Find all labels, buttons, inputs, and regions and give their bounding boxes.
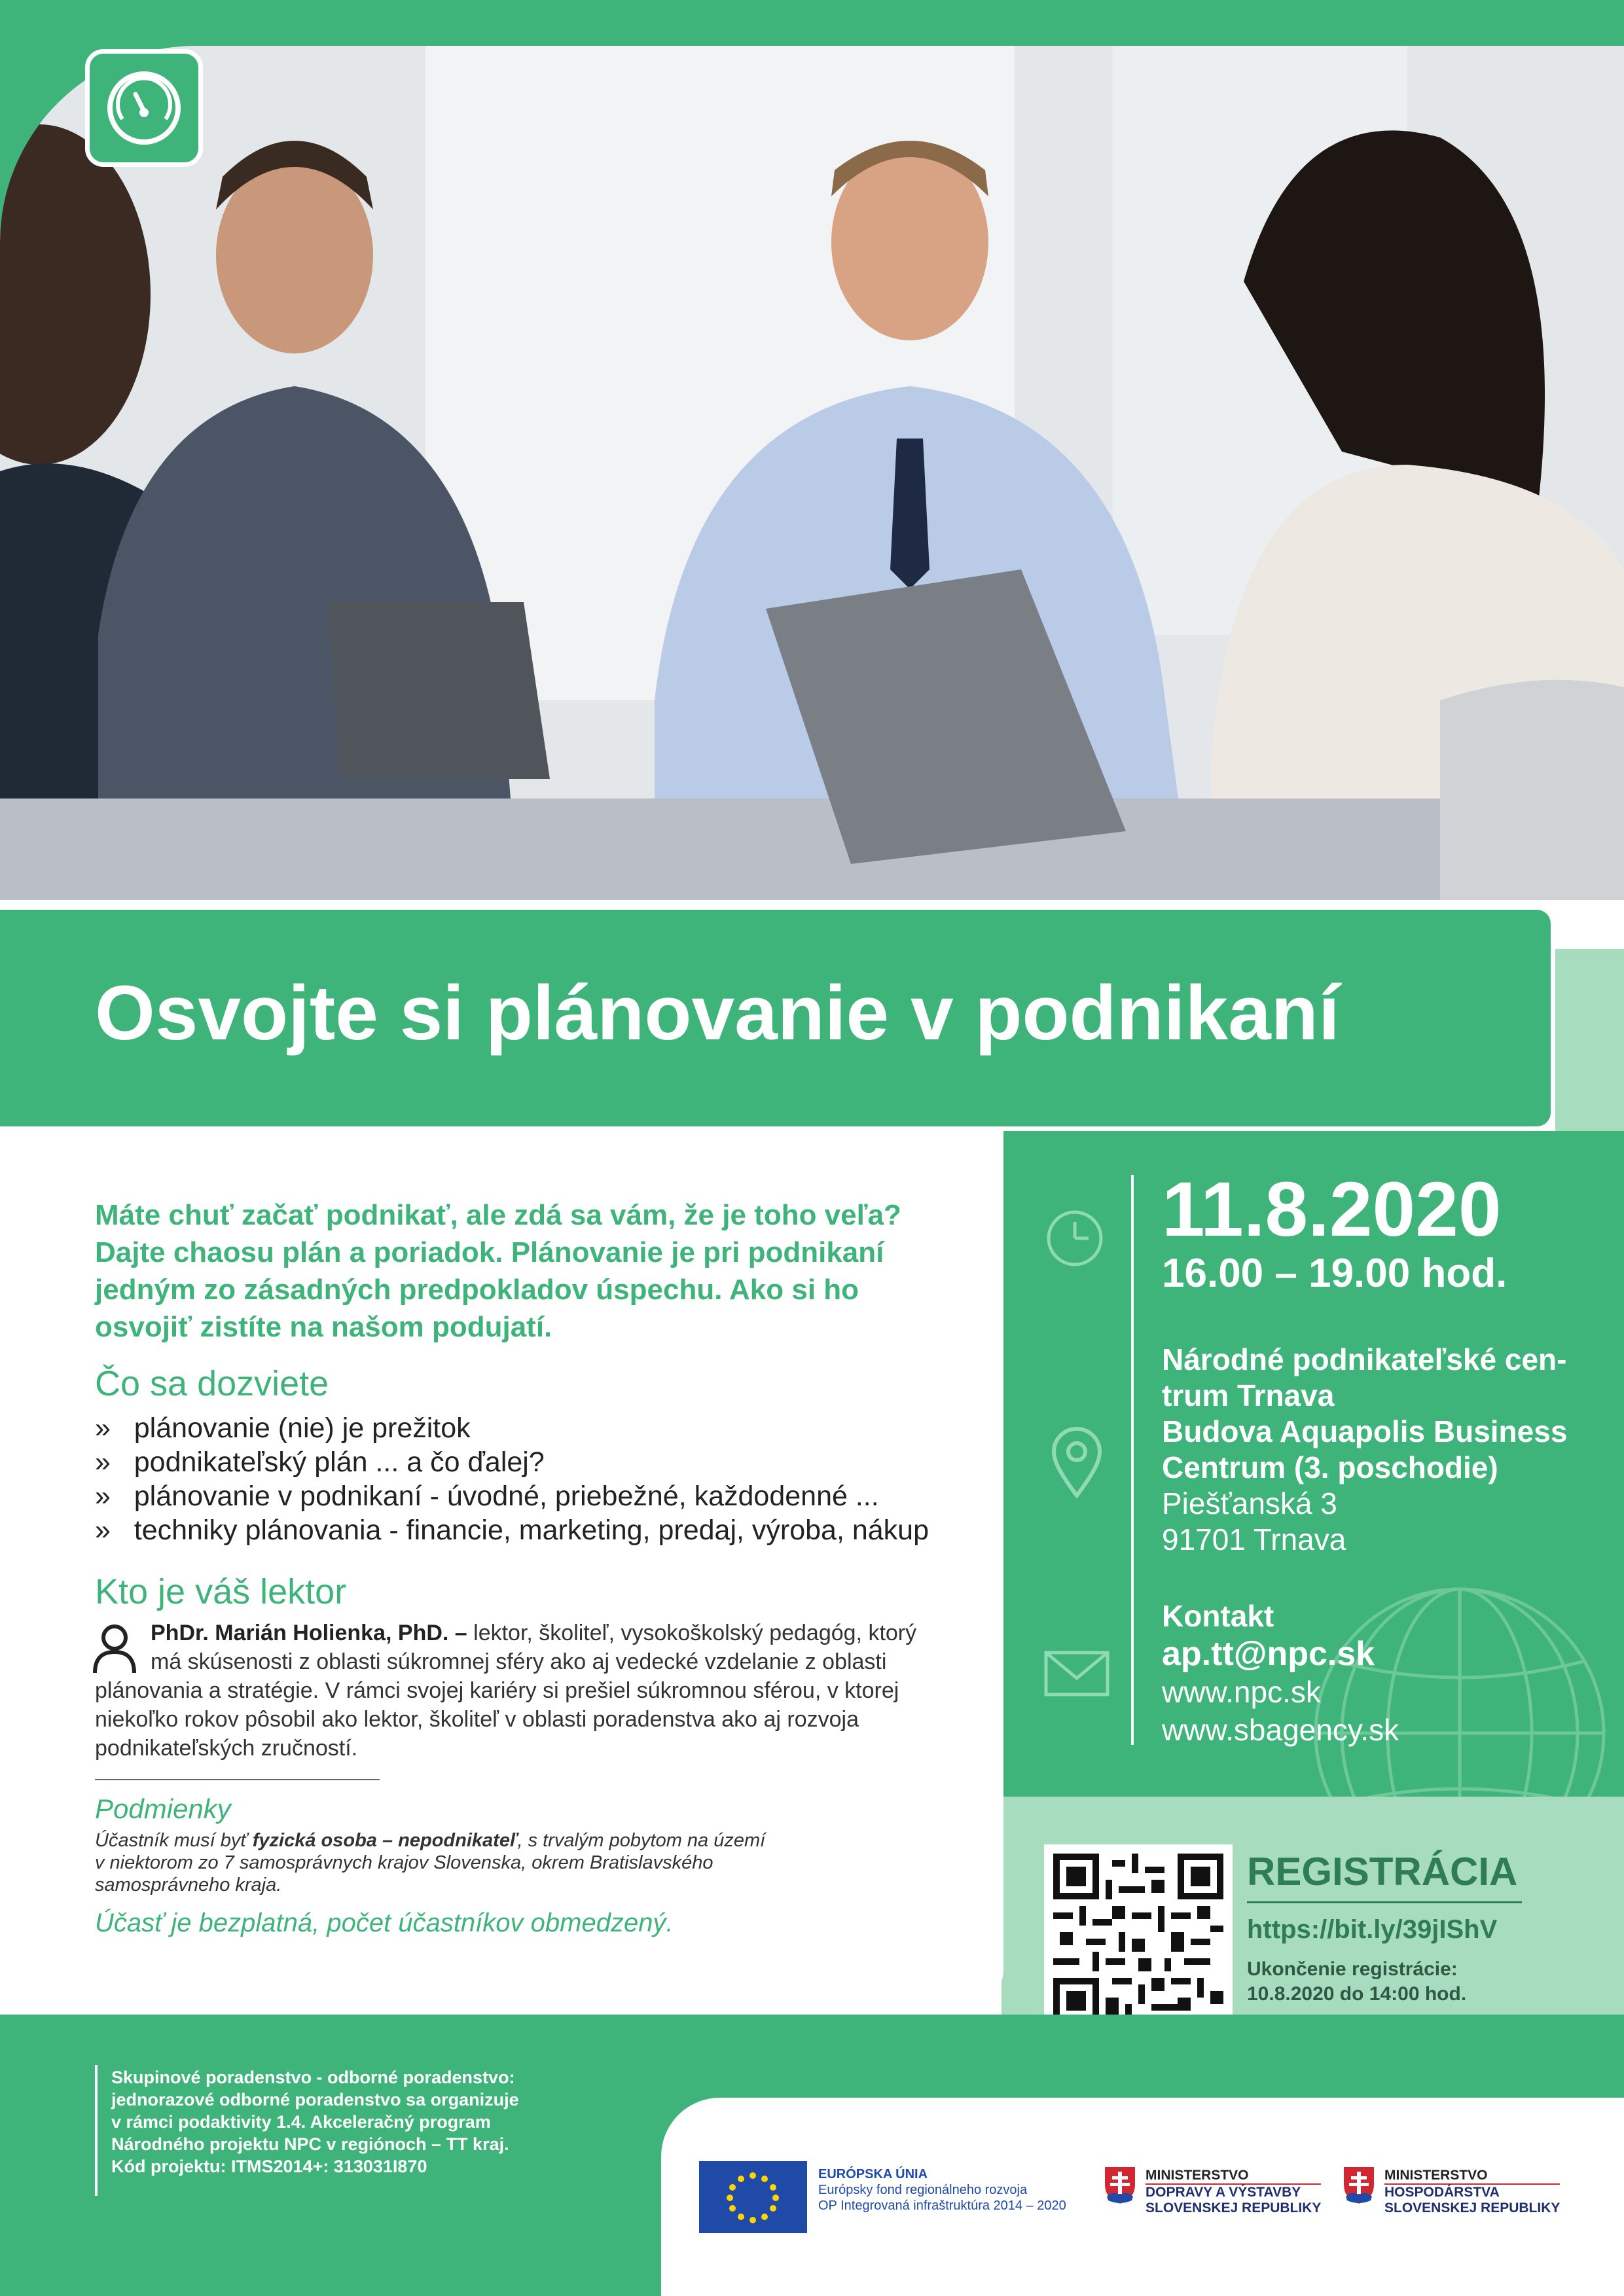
contact-web-npc[interactable]: www.npc.sk bbox=[1162, 1675, 1321, 1709]
footer-project-info bbox=[111, 2066, 519, 2178]
slovak-coat-of-arms-icon bbox=[1103, 2165, 1137, 2206]
venue-line: Budova Aquapolis Business bbox=[1162, 1414, 1568, 1448]
lector-line-2: má skúsenosti z oblasti súkromnej sféry ako aj vedecké vzdelanie z oblasti bbox=[151, 1649, 887, 1674]
clock-icon bbox=[1044, 1208, 1106, 1270]
free-note: Účasť je bezplatná, počet účastníkov obmedzený. bbox=[95, 1909, 674, 1937]
ministry-line: MINISTERSTVO bbox=[1384, 2168, 1488, 2183]
meeting-photo-illustration bbox=[0, 46, 1624, 900]
divider bbox=[1131, 1602, 1134, 1745]
ministry-economy-logo bbox=[1384, 2168, 1560, 2216]
bullet-glyph: » bbox=[95, 1446, 111, 1478]
event-date: 11.8.2020 bbox=[1162, 1166, 1502, 1253]
conditions-line-1 bbox=[95, 1829, 765, 1852]
conditions-line-3: samosprávneho kraja. bbox=[95, 1874, 282, 1895]
list-item bbox=[95, 1445, 929, 1479]
contact-email[interactable]: ap.tt@npc.sk bbox=[1162, 1635, 1375, 1673]
ministry-line: DOPRAVY A VÝSTAVBY bbox=[1146, 2183, 1321, 2200]
lector-bio: lektor, školiteľ, vysokoškolský pedagóg, ktorý bbox=[467, 1621, 917, 1645]
list-item-text: podnikateľský plán ... a čo ďalej? bbox=[134, 1446, 545, 1478]
event-venue bbox=[1162, 1342, 1567, 1558]
venue-street: Piešťanská 3 bbox=[1162, 1486, 1337, 1520]
list-item bbox=[95, 1411, 929, 1445]
eu-logo-text bbox=[818, 2166, 1066, 2214]
registration-deadline-block bbox=[1247, 1957, 1466, 2007]
page-title: Osvojte si plánovanie v podnikaní bbox=[95, 970, 1340, 1056]
list-item bbox=[95, 1513, 929, 1547]
venue-city: 91701 Trnava bbox=[1162, 1522, 1346, 1556]
bullet-glyph: » bbox=[95, 1412, 111, 1444]
conditions-line-2: v niektorom zo 7 samosprávnych krajov Slovenska, okrem Bratislavského bbox=[95, 1852, 713, 1873]
eu-line: OP Integrovaná infraštruktúra 2014 – 2020 bbox=[818, 2198, 1066, 2213]
lector-line-5: podnikateľských zručností. bbox=[95, 1736, 358, 1761]
footer-line: Národného projektu NPC v regiónoch – TT kraj. bbox=[111, 2134, 509, 2154]
registration-underline bbox=[1247, 1901, 1522, 1903]
hero-photo bbox=[0, 46, 1624, 900]
deadline-value: 10.8.2020 do 14:00 hod. bbox=[1247, 1983, 1467, 2005]
conditions-text: Účastník musí byť bbox=[95, 1830, 253, 1851]
footer-divider bbox=[95, 2065, 98, 2196]
contact-block bbox=[1162, 1597, 1399, 1749]
lector-name: PhDr. Marián Holienka, PhD. – bbox=[151, 1621, 467, 1645]
location-pin-icon bbox=[1051, 1427, 1103, 1499]
footer-line: v rámci podaktivity 1.4. Akceleračný program bbox=[111, 2112, 491, 2132]
list-item-text: plánovanie v podnikaní - úvodné, priebežné, každodenné ... bbox=[134, 1480, 879, 1512]
ministry-line: SLOVENSKEJ REPUBLIKY bbox=[1384, 2200, 1561, 2215]
ministry-line: SLOVENSKEJ REPUBLIKY bbox=[1146, 2200, 1322, 2215]
speedometer-icon bbox=[90, 54, 198, 162]
footer-line: Kód projektu: ITMS2014+: 313031I870 bbox=[111, 2157, 427, 2176]
person-icon bbox=[92, 1623, 137, 1674]
conditions-text: , s trvalým pobytom na území bbox=[517, 1830, 766, 1851]
qr-code-graphic bbox=[1053, 1854, 1223, 2024]
list-item-text: plánovanie (nie) je prežitok bbox=[134, 1412, 471, 1444]
conditions-emphasis: fyzická osoba – nepodnikateľ bbox=[252, 1830, 518, 1851]
registration-url[interactable]: https://bit.ly/39jIShV bbox=[1247, 1915, 1498, 1944]
eu-title: EURÓPSKA ÚNIA bbox=[818, 2167, 928, 2181]
contact-web-sbagency[interactable]: www.sbagency.sk bbox=[1162, 1713, 1399, 1747]
venue-line: Národné podnikateľské cen- bbox=[1162, 1342, 1567, 1376]
slovak-coat-of-arms-icon bbox=[1342, 2165, 1376, 2206]
event-time: 16.00 – 19.00 hod. bbox=[1162, 1251, 1507, 1296]
bullet-glyph: » bbox=[95, 1480, 111, 1512]
qr-code-icon[interactable] bbox=[1044, 1844, 1233, 2033]
divider bbox=[95, 1779, 380, 1780]
lector-line-3: plánovania a stratégie. V rámci svojej kariéry si prešiel súkromnou sférou, v ktorej bbox=[95, 1678, 899, 1703]
list-item-text: techniky plánovania - financie, marketing, predaj, výroba, nákup bbox=[134, 1515, 929, 1546]
venue-line: trum Trnava bbox=[1162, 1378, 1335, 1412]
ministry-transport-logo bbox=[1146, 2168, 1321, 2216]
speedometer-logo bbox=[85, 49, 203, 167]
intro-lead: Máte chuť začať podnikať, ale zdá sa vám, že je toho veľa? Dajte chaosu plán a poriadok. Plánovanie je pri podnikaní jedným zo zásadných predpokladov úspechu. Ako si ho osvojiť zistíte na našom podujatí. bbox=[95, 1199, 901, 1343]
learn-heading: Čo sa dozviete bbox=[95, 1364, 329, 1403]
learn-list bbox=[95, 1411, 929, 1547]
lector-line-1 bbox=[151, 1619, 916, 1647]
footer-line: jednorazové odborné poradenstvo sa organizuje bbox=[111, 2090, 519, 2109]
bullet-glyph: » bbox=[95, 1515, 111, 1546]
eu-line: Európsky fond regionálneho rozvoja bbox=[818, 2183, 1028, 2197]
eu-flag-icon bbox=[699, 2161, 807, 2233]
registration-heading: REGISTRÁCIA bbox=[1247, 1850, 1518, 1893]
divider bbox=[1131, 1345, 1134, 1610]
content-card bbox=[0, 1131, 1003, 2015]
contact-heading: Kontakt bbox=[1162, 1599, 1274, 1633]
lector-line-4: niekoľko rokov pôsobil ako lektor, školiteľ v oblasti poradenstva ako aj rozvoja bbox=[95, 1707, 859, 1732]
conditions-heading: Podmienky bbox=[95, 1793, 231, 1824]
venue-line: Centrum (3. poschodie) bbox=[1162, 1450, 1498, 1484]
footer-line: Skupinové poradenstvo - odborné poradenstvo: bbox=[111, 2068, 515, 2087]
lector-heading: Kto je váš lektor bbox=[95, 1572, 347, 1611]
deadline-label: Ukončenie registrácie: bbox=[1247, 1958, 1458, 1980]
ministry-line: MINISTERSTVO bbox=[1146, 2168, 1249, 2183]
envelope-icon bbox=[1044, 1651, 1110, 1696]
list-item bbox=[95, 1479, 929, 1513]
ministry-line: HOSPODÁRSTVA bbox=[1384, 2183, 1560, 2200]
